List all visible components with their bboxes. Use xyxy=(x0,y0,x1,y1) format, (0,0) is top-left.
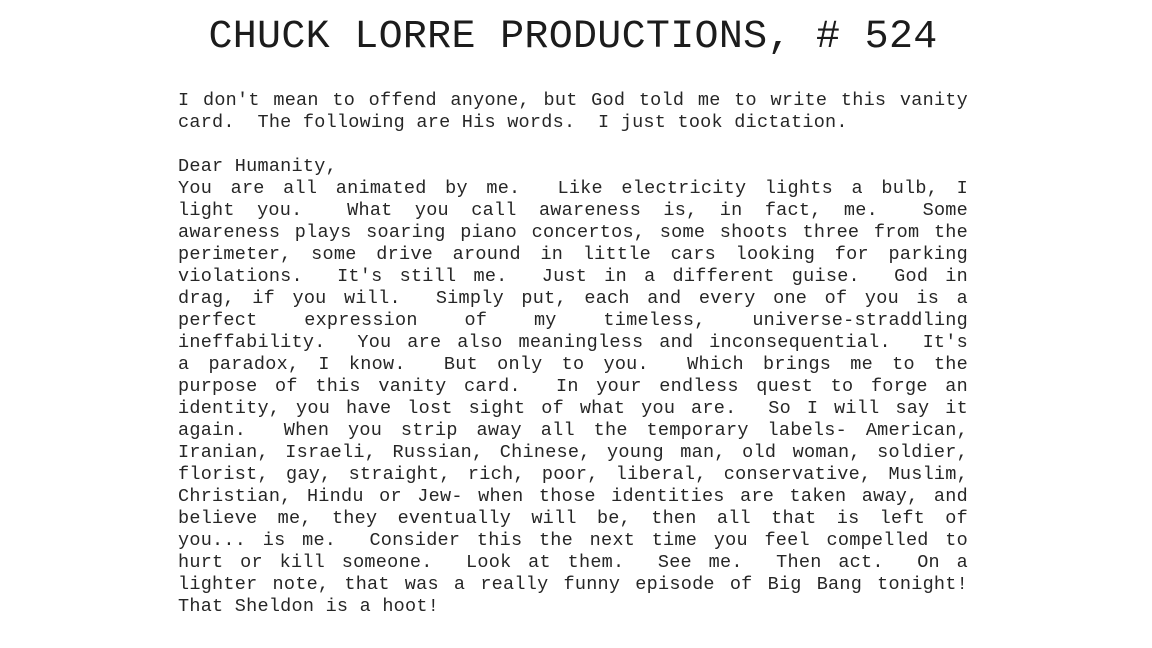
card-line: I don't mean to offend anyone, but God told me to write this vanity xyxy=(178,90,968,111)
card-line: a paradox, I know. But only to you. Which brings me to the xyxy=(178,354,968,375)
card-line: That Sheldon is a hoot! xyxy=(178,596,440,617)
card-title: CHUCK LORRE PRODUCTIONS, # 524 xyxy=(208,15,938,60)
card-line: perfect expression of my timeless, universe-straddling xyxy=(178,310,968,331)
card-line: Christian, Hindu or Jew- when those identities are taken away, and xyxy=(178,486,968,507)
card-line: perimeter, some drive around in little cars looking for parking xyxy=(178,244,968,265)
card-line: card. The following are His words. I just took dictation. xyxy=(178,112,848,133)
card-line: believe me, they eventually will be, then all that is left of xyxy=(178,508,968,529)
card-line xyxy=(178,134,968,156)
card-line: lighter note, that was a really funny episode of Big Bang tonight! xyxy=(178,574,968,595)
card-line: light you. What you call awareness is, in fact, me. Some xyxy=(178,200,968,221)
card-line: violations. It's still me. Just in a different guise. God in xyxy=(178,266,968,287)
card-line: purpose of this vanity card. In your endless quest to forge an xyxy=(178,376,968,397)
card-line: again. When you strip away all the temporary labels- American, xyxy=(178,420,968,441)
card-line: You are all animated by me. Like electricity lights a bulb, I xyxy=(178,178,968,199)
card-line: Dear Humanity, xyxy=(178,156,337,177)
card-line: drag, if you will. Simply put, each and every one of you is a xyxy=(178,288,968,309)
card-line: Iranian, Israeli, Russian, Chinese, young man, old woman, soldier, xyxy=(178,442,968,463)
card-line: ineffability. You are also meaningless and inconsequential. It's xyxy=(178,332,968,353)
card-line: identity, you have lost sight of what you are. So I will say it xyxy=(178,398,968,419)
card-line: awareness plays soaring piano concertos, some shoots three from the xyxy=(178,222,968,243)
card-line: florist, gay, straight, rich, poor, liberal, conservative, Muslim, xyxy=(178,464,968,485)
card-line: you... is me. Consider this the next time you feel compelled to xyxy=(178,530,968,551)
card-body xyxy=(178,90,968,618)
card-line: hurt or kill someone. Look at them. See me. Then act. On a xyxy=(178,552,968,573)
